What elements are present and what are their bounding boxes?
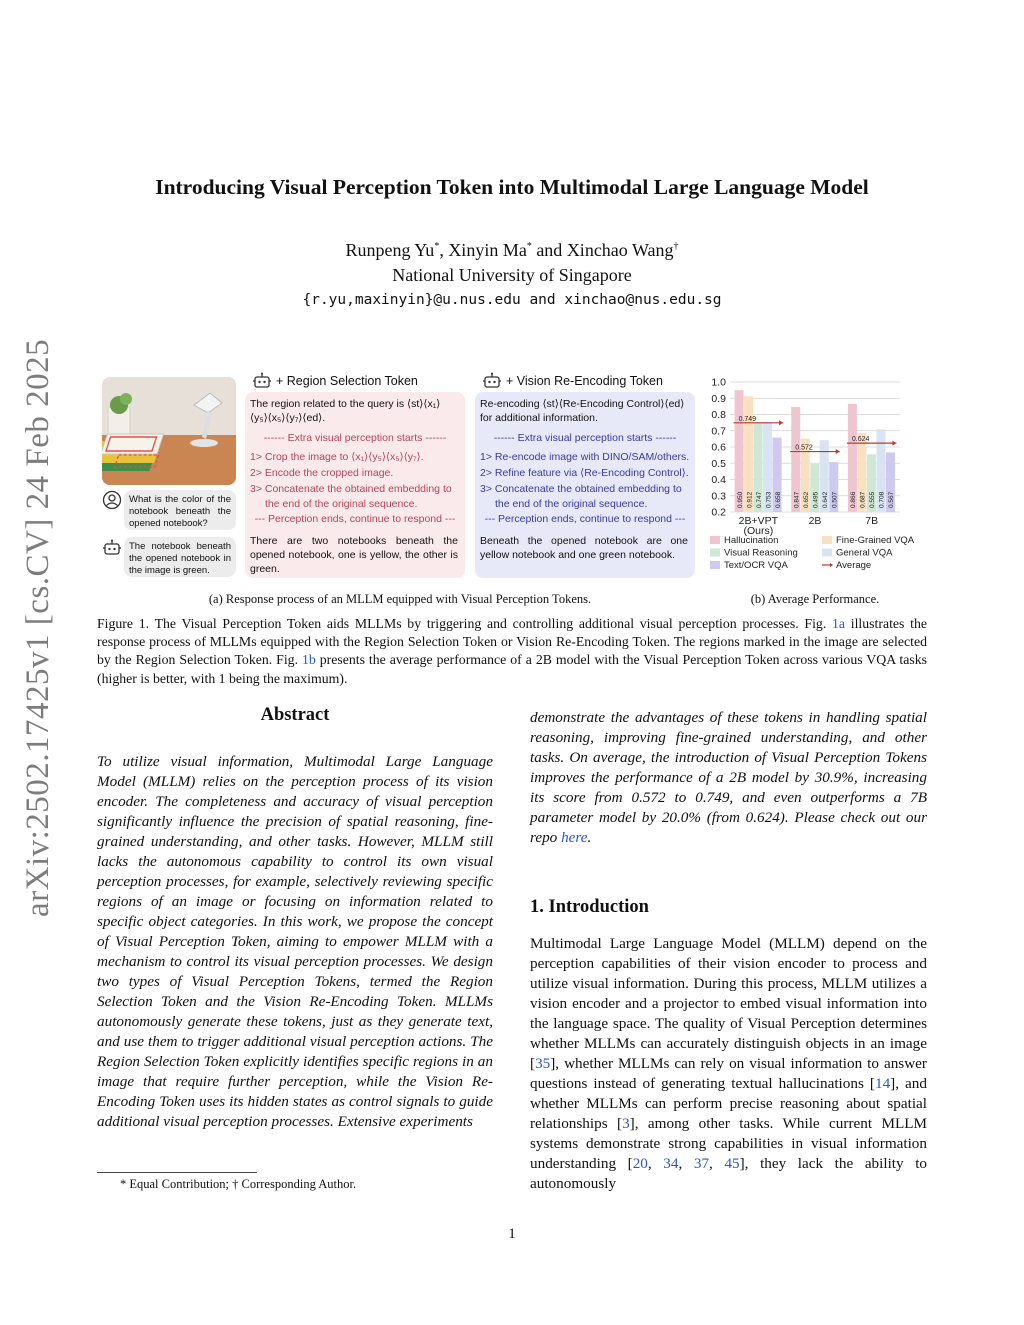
reencode-step-1: 1> Re-encode image with DINO/SAM/others. xyxy=(480,451,690,463)
author-mark: * xyxy=(526,241,532,252)
citation-link[interactable]: 14 xyxy=(874,1075,891,1092)
legend-swatch xyxy=(710,561,720,569)
citation-link[interactable]: 35 xyxy=(535,1055,551,1072)
abstract-continuation xyxy=(530,708,927,848)
legend-swatch xyxy=(822,536,832,544)
reencode-response: Beneath the opened notebook are one yellow notebook and one green notebook. xyxy=(480,535,688,561)
caption-text: Figure 1. The Visual Perception Token aids MLLMs by triggering and controlling additional visual perception processes. Fig. xyxy=(97,616,833,631)
legend-swatch xyxy=(710,549,720,557)
average-arrowhead xyxy=(892,441,896,446)
author-joiner: and xyxy=(536,240,563,260)
robot-icon xyxy=(252,371,272,391)
average-value-label: 0.624 xyxy=(851,436,870,444)
citation-link[interactable]: 20 xyxy=(632,1155,648,1172)
legend-label: Average xyxy=(836,560,872,571)
intro-text: ], they lack the ability to autonomously xyxy=(530,1155,928,1192)
legend-arrowhead xyxy=(830,563,833,567)
intro-text: ], whether MLLMs can rely on visual information to answer questions instead of generating textual hallucinations [ xyxy=(530,1055,927,1092)
bar-value-label: 0.912 xyxy=(746,491,754,508)
y-tick-label: 0.8 xyxy=(711,409,726,421)
paper-title: Introducing Visual Perception Token into Multimodal Large Language Model xyxy=(155,175,869,199)
footnote: * Equal Contribution; † Corresponding Author. xyxy=(120,1177,357,1191)
y-tick-label: 0.7 xyxy=(711,425,726,438)
bar-value-label: 0.950 xyxy=(736,491,744,508)
answer-bubble: The notebook beneath the opened notebook in the image is green. xyxy=(124,537,236,577)
bar-value-label: 0.658 xyxy=(774,491,782,508)
y-tick-label: 0.5 xyxy=(711,457,726,470)
divider-text: Perception ends, continue to respond xyxy=(498,513,672,525)
intro-text: Multimodal Large Language Model (MLLM) depend on the perception capabilities of their vision encoder to process and utilize visual information. During this process, MLLM utilizes a vision encoder and a projector to embed visual information into the language space. The quality of Visual Perception determines whether MLLMs can accurately distinguish objects in an image [ xyxy=(530,935,927,1072)
reencode-prompt-line2: for additional information. xyxy=(480,412,598,424)
bar-value-label: 0.507 xyxy=(831,491,839,508)
region-step-1: 1> Crop the image to ⟨x₁⟩⟨y₅⟩⟨x₅⟩⟨y₇⟩. xyxy=(250,451,424,463)
author-name: Runpeng Yu xyxy=(345,240,435,260)
region-step-3b: the end of the original sequence. xyxy=(265,498,418,510)
y-tick-label: 0.3 xyxy=(711,490,726,503)
x-tick-label: (Ours) xyxy=(743,525,774,537)
abstract-text: demonstrate the advantages of these tokens in handling spatial reasoning, improving fine-grained understanding, and other tasks. On average, the introduction of Visual Perception Tokens improves the performance of a 2B model by 30.9%, increasing its score from 0.572 to 0.749, and even outperforms a 7B parameter model by 20.0% (from 0.624). Please check out our repo xyxy=(530,709,927,846)
citation-link[interactable]: 3 xyxy=(622,1115,630,1132)
reencode-step-3b: the end of the original sequence. xyxy=(495,498,648,510)
bar-value-label: 0.567 xyxy=(888,491,896,508)
bar-value-label: 0.866 xyxy=(850,491,858,508)
divider-text: Extra visual perception starts xyxy=(287,432,423,444)
intro-text: ], and whether MLLMs can perform precise reasoning about spatial relationships [ xyxy=(530,1075,927,1132)
region-selection-panel xyxy=(245,392,465,578)
average-value-label: 0.749 xyxy=(738,415,757,423)
citation-link[interactable]: 34 xyxy=(663,1155,679,1172)
legend-label: Text/OCR VQA xyxy=(724,560,788,571)
robot-icon xyxy=(482,371,502,391)
abstract-heading: Abstract xyxy=(260,705,330,725)
region-divider-end: --- Perception ends, continue to respond --- xyxy=(254,513,456,525)
bar-value-label: 0.747 xyxy=(755,491,763,508)
caption-text: illustrates the response process of MLLMs equipped with the Region Selection Token or Vision Re-Encoding Token. The regions marked in the image are selected by the Region Selection Token. Fig. xyxy=(97,616,927,668)
region-step-2: 2> Encode the cropped image. xyxy=(250,467,394,479)
x-tick-label: 2B xyxy=(808,515,822,527)
average-performance-chart xyxy=(700,372,930,584)
notebook-photo xyxy=(102,377,236,485)
region-step-3: 3> Concatenate the obtained embedding to xyxy=(250,483,452,495)
bar-value-label: 0.687 xyxy=(859,491,867,508)
figure-caption xyxy=(97,615,927,688)
y-tick-label: 0.6 xyxy=(711,441,726,454)
abstract-text: . xyxy=(587,829,592,846)
legend-label: General VQA xyxy=(836,547,893,559)
average-value-label: 0.572 xyxy=(795,444,813,452)
subcaption-b: (b) Average Performance. xyxy=(750,592,880,606)
reencode-panel-title: + Vision Re-Encoding Token xyxy=(506,374,663,388)
robot-icon xyxy=(102,538,122,558)
average-arrowhead xyxy=(836,449,840,454)
caption-text: presents the average performance of a 2B model with the Visual Perception Token across various VQA tasks (higher is better, with 1 being the maximum). xyxy=(97,652,927,686)
author-line: Runpeng Yu*, Xinyin Ma* and Xinchao Wang† xyxy=(345,240,679,260)
legend-label: Fine-Grained VQA xyxy=(836,535,915,546)
region-response: There are two notebooks beneath the opened notebook, one is yellow, the other is green. xyxy=(250,535,458,575)
region-prompt-line2: ⟨y₅⟩⟨x₅⟩⟨y₇⟩⟨ed⟩. xyxy=(250,412,326,424)
caption-link-1a[interactable]: 1a xyxy=(832,616,846,631)
introduction-body: Multimodal Large Language Model (MLLM) depend on the perception capabilities of their vision encoder to process and utilize visual information. During this process, MLLM utilizes a vision encoder and a projector to embed visual information into the language space. The quality of Visual Perception determines whether MLLMs can accurately distinguish objects in an image [35], whether MLLMs can rely on visual information to answer questions instead of generating textual hallucinations [14], and whether MLLMs can perform precise reasoning about spatial relationships [3], among other tasks. While current MLLM systems demonstrate strong capabilities in visual information understanding [20, 34, 37, 45], they lack the ability to autonomously xyxy=(530,935,928,1192)
question-bubble: What is the color of the notebook beneath the opened notebook? xyxy=(124,490,236,530)
x-tick-label: 7B xyxy=(865,515,879,527)
arxiv-side-stamp: arXiv:2502.17425v1 [cs.CV] 24 Feb 2025 xyxy=(20,338,56,917)
legend-label: Visual Reasoning xyxy=(724,547,798,559)
author-emails: {r.yu,maxinyin}@u.nus.edu and xinchao@nus.edu.sg xyxy=(302,292,722,308)
region-divider-start: ------ Extra visual perception starts ------ xyxy=(263,432,447,444)
author-name: Xinchao Wang xyxy=(566,240,674,260)
affiliation: National University of Singapore xyxy=(392,265,632,285)
repo-link[interactable]: here xyxy=(561,829,588,846)
author-mark: * xyxy=(434,241,440,252)
reencode-step-2: 2> Refine feature via ⟨Re-Encoding Control⟩. xyxy=(480,467,689,479)
reencode-divider-start: ------ Extra visual perception starts ------ xyxy=(493,432,677,444)
y-tick-label: 1.0 xyxy=(711,376,726,389)
desk-lamp-illustration xyxy=(102,377,236,485)
author-mark: † xyxy=(673,241,679,252)
bar-value-label: 0.708 xyxy=(878,491,886,508)
legend-swatch xyxy=(710,536,720,544)
legend-label: Hallucination xyxy=(724,535,779,546)
intro-text: ], among other tasks. While current MLLM systems demonstrate strong capabilities in visual information understanding [ xyxy=(530,1115,928,1172)
region-prompt-line1: The region related to the query is ⟨st⟩⟨x₁⟩ xyxy=(250,398,441,410)
bar-value-label: 0.753 xyxy=(765,491,773,508)
reencode-step-3: 3> Concatenate the obtained embedding to xyxy=(480,483,682,495)
legend-swatch xyxy=(822,549,832,557)
abstract-body: To utilize visual information, Multimodal Large Language Model (MLLM) relies on the perception process of its vision encoder. The completeness and accuracy of visual perception significantly influence the precision of spatial reasoning, fine-grained understanding, and other tasks. However, MLLM still lacks the autonomous capability to control its own visual perception processes, for example, selectively reviewing specific regions of an image or focusing on information related to specific object categories. In this work, we propose the concept of Visual Perception Token, aiming to empower MLLM with a mechanism to control its visual perception processes. We design two types of Visual Perception Tokens, termed the Region Selection Token and the Vision Re-Encoding Token. MLLMs autonomously generate these tokens, just as they generate text, and use them to trigger additional visual perception actions. The Region Selection Token explicitly identifies specific regions in an image that require further perception, while the Vision Re-Encoding Token uses its hidden states as control signals to guide additional visual perception processes. Extensive experiments xyxy=(97,753,493,1130)
average-arrowhead xyxy=(779,420,783,425)
x-tick-label: 2B+VPT xyxy=(738,515,779,527)
bar-value-label: 0.642 xyxy=(822,491,829,508)
bar-value-label: 0.847 xyxy=(793,491,801,508)
y-tick-label: 0.4 xyxy=(711,474,726,486)
bar-value-label: 0.495 xyxy=(812,491,820,508)
caption-link-1b[interactable]: 1b xyxy=(301,652,316,668)
divider-text: Extra visual perception starts xyxy=(517,432,653,444)
citation-link[interactable]: 45 xyxy=(724,1155,740,1172)
user-icon xyxy=(102,490,122,510)
subcaption-a: (a) Response process of an MLLM equipped with Visual Perception Tokens. xyxy=(208,592,592,606)
vision-reencoding-panel xyxy=(475,392,695,578)
page-number: 1 xyxy=(508,1226,516,1242)
reencode-divider-end: --- Perception ends, continue to respond --- xyxy=(484,513,686,525)
y-tick-label: 0.2 xyxy=(711,506,726,519)
region-panel-title: + Region Selection Token xyxy=(276,374,418,388)
y-tick-label: 0.9 xyxy=(711,392,726,405)
section-heading-introduction: 1. Introduction xyxy=(530,897,649,917)
author-name: Xinyin Ma xyxy=(448,240,527,260)
bar-value-label: 0.555 xyxy=(869,491,877,508)
divider-text: Perception ends, continue to respond xyxy=(268,513,442,525)
citation-link[interactable]: 37 xyxy=(693,1155,710,1172)
footnote-rule xyxy=(97,1172,257,1173)
bar-value-label: 0.652 xyxy=(803,491,810,508)
reencode-prompt-line1: Re-encoding ⟨st⟩⟨Re-Encoding Control⟩⟨ed⟩ xyxy=(480,398,685,410)
